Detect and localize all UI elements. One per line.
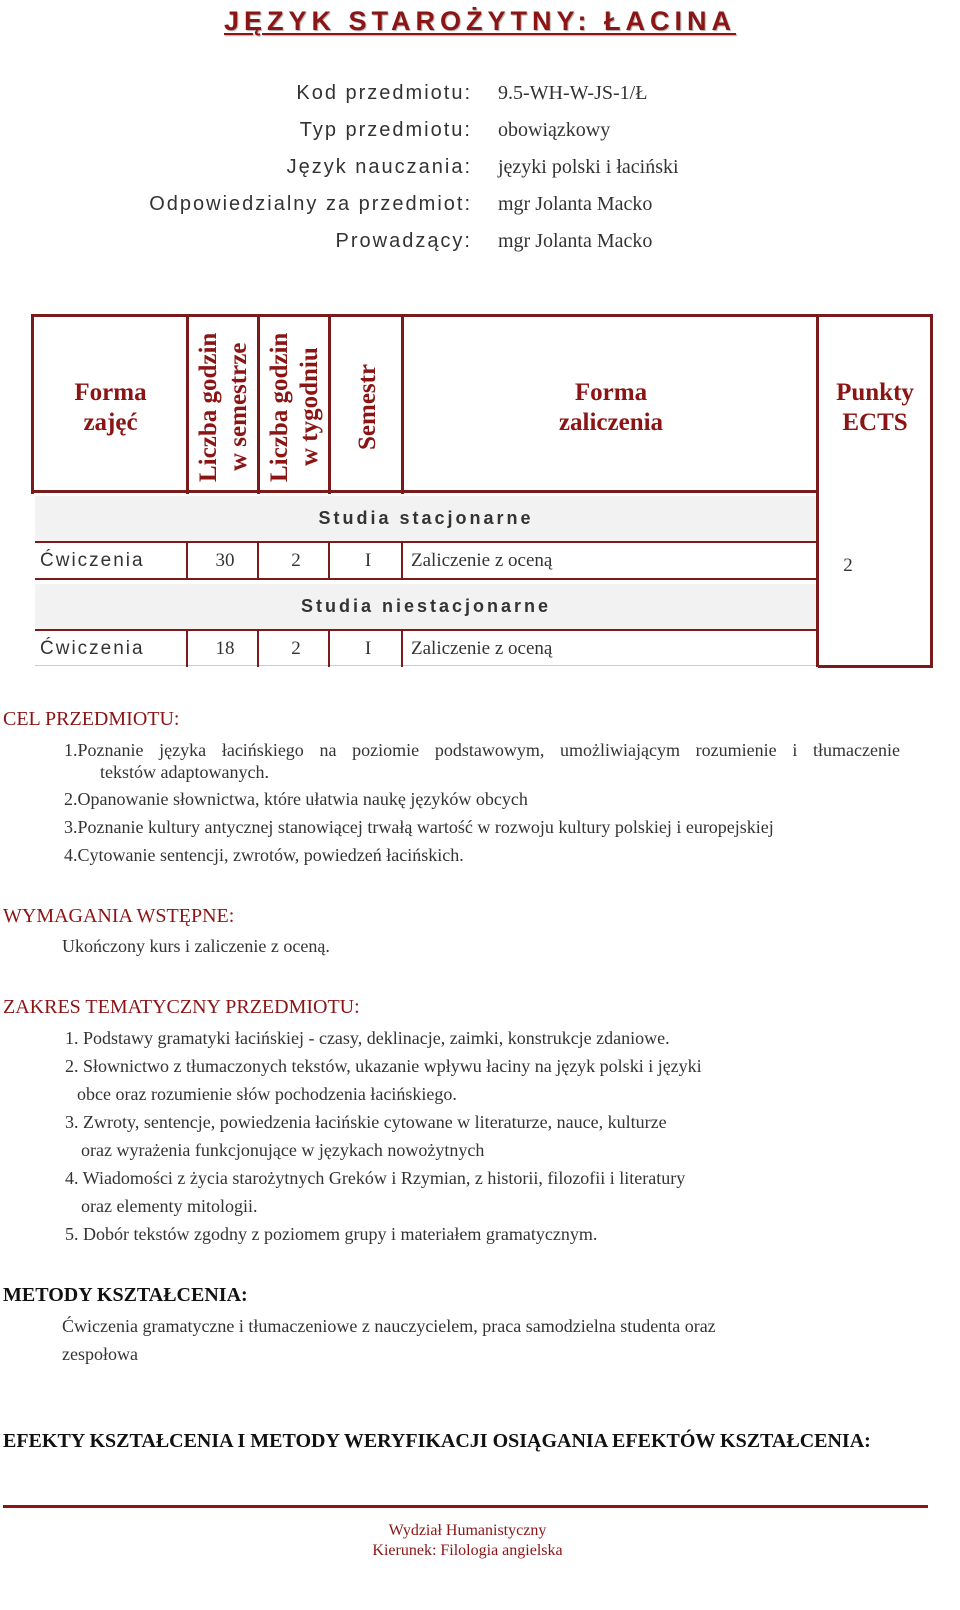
info-label: Język nauczania: bbox=[286, 156, 472, 178]
zakres-line: 1. Podstawy gramatyki łacińskiej - czasy, deklinacje, zaimki, konstrukcje zdaniowe. bbox=[65, 1028, 670, 1048]
header-liczba-tyg: Liczba godzin w tygodniu bbox=[266, 332, 323, 482]
row2-sem: 18 bbox=[215, 638, 235, 659]
header-semestr: Semestr bbox=[354, 363, 381, 451]
table-col-line bbox=[186, 314, 189, 494]
row1-zal: Zaliczenie z oceną bbox=[411, 550, 553, 571]
page-title: JĘZYK STAROŻYTNY: ŁACINA bbox=[223, 6, 736, 36]
table-col-line bbox=[186, 541, 188, 580]
cel-heading: CEL PRZEDMIOTU: bbox=[3, 708, 180, 730]
zakres-line: 4. Wiadomości z życia starożytnych Greków i Rzymian, z historii, filozofii i literatury bbox=[65, 1168, 686, 1188]
table-col-line bbox=[401, 541, 403, 580]
table-border-bottom bbox=[818, 665, 933, 668]
table-col-line bbox=[401, 629, 403, 667]
zakres-line: 5. Dobór tekstów zgodny z poziomem grupy i materiałem gramatycznym. bbox=[65, 1224, 598, 1244]
table-col-line bbox=[328, 541, 330, 580]
zakres-line: 3. Zwroty, sentencje, powiedzenia łacińskie cytowane w literaturze, nauce, kulturze bbox=[65, 1112, 667, 1132]
efekty-heading: EFEKTY KSZTAŁCENIA I METODY WERYFIKACJI OSIĄGANIA EFEKTÓW KSZTAŁCENIA: bbox=[3, 1430, 871, 1452]
cel-item: 4.Cytowanie sentencji, zwrotów, powiedzeń łacińskich. bbox=[64, 845, 464, 865]
row2-semestr: I bbox=[364, 638, 372, 659]
zakres-line: oraz elementy mitologii. bbox=[81, 1196, 258, 1216]
info-value: mgr Jolanta Macko bbox=[498, 193, 653, 215]
table-divider bbox=[35, 629, 818, 631]
info-value: obowiązkowy bbox=[498, 119, 611, 141]
row2-zal: Zaliczenie z oceną bbox=[411, 638, 553, 659]
table-col-line bbox=[257, 629, 259, 667]
row1-sem: 30 bbox=[215, 550, 235, 571]
row2-tyg: 2 bbox=[291, 638, 301, 659]
table-col-line bbox=[257, 541, 259, 580]
table-col-line bbox=[328, 314, 331, 494]
header-liczba-sem: Liczba godzin w semestrze bbox=[195, 332, 252, 482]
info-value: języki polski i łaciński bbox=[498, 156, 679, 178]
header-forma-zaliczenia bbox=[404, 320, 818, 495]
header-forma-zajec bbox=[33, 320, 188, 495]
info-label: Prowadzący: bbox=[335, 230, 472, 252]
header-ects bbox=[818, 320, 932, 495]
cel-item: 2.Opanowanie słownictwa, które ułatwia naukę języków obcych bbox=[64, 789, 528, 809]
row2-forma: Ćwiczenia bbox=[40, 638, 145, 659]
info-label: Kod przedmiotu: bbox=[296, 82, 472, 104]
table-col-line bbox=[328, 629, 330, 667]
table-border-top bbox=[33, 314, 933, 317]
band-stacjonarne: Studia stacjonarne bbox=[35, 496, 817, 541]
info-value: 9.5-WH-W-JS-1/Ł bbox=[498, 82, 648, 104]
header-forma-zajec-text: Forma zajęć bbox=[74, 378, 147, 436]
info-value: mgr Jolanta Macko bbox=[498, 230, 653, 252]
table-divider bbox=[33, 490, 818, 493]
footer-divider bbox=[3, 1505, 928, 1508]
cel-item: tekstów adaptowanych. bbox=[100, 762, 269, 782]
zakres-line: oraz wyrażenia funkcjonujące w językach nowożytnych bbox=[81, 1140, 485, 1160]
table-col-line bbox=[816, 314, 819, 667]
course-table bbox=[0, 0, 960, 700]
row1-semestr: I bbox=[364, 550, 372, 571]
footer-faculty: Wydział Humanistyczny bbox=[388, 1522, 547, 1539]
footer-programme: Kierunek: Filologia angielska bbox=[372, 1542, 563, 1559]
table-border-right bbox=[930, 314, 933, 667]
ects-value: 2 bbox=[843, 555, 853, 576]
cel-item: 1.Poznanie języka łacińskiego na poziomie podstawowym, umożliwiającym rozumienie i tłumaczenie bbox=[64, 740, 900, 760]
table-border-left bbox=[31, 314, 34, 494]
band-niestacjonarne: Studia niestacjonarne bbox=[35, 584, 817, 629]
row1-tyg: 2 bbox=[291, 550, 301, 571]
table-col-line bbox=[257, 314, 260, 494]
header-ects-text: Punkty ECTS bbox=[836, 378, 914, 436]
wymagania-text: Ukończony kurs i zaliczenie z oceną. bbox=[62, 936, 330, 956]
info-label: Typ przedmiotu: bbox=[299, 119, 472, 141]
zakres-heading: ZAKRES TEMATYCZNY PRZEDMIOTU: bbox=[3, 996, 360, 1018]
header-forma-zaliczenia-text: Forma zaliczenia bbox=[558, 378, 664, 436]
metody-line: zespołowa bbox=[62, 1344, 138, 1364]
zakres-line: obce oraz rozumienie słów pochodzenia łacińskiego. bbox=[77, 1084, 457, 1104]
table-col-line bbox=[401, 314, 404, 494]
metody-heading: METODY KSZTAŁCENIA: bbox=[3, 1284, 248, 1306]
metody-line: Ćwiczenia gramatyczne i tłumaczeniowe z nauczycielem, praca samodzielna studenta oraz bbox=[62, 1316, 716, 1336]
info-label: Odpowiedzialny za przedmiot: bbox=[149, 193, 472, 215]
cel-item: 3.Poznanie kultury antycznej stanowiącej trwałą wartość w rozwoju kultury polskiej i europejskiej bbox=[64, 817, 774, 837]
table-divider bbox=[35, 541, 818, 543]
zakres-line: 2. Słownictwo z tłumaczonych tekstów, ukazanie wpływu łaciny na język polski i języki bbox=[65, 1056, 702, 1076]
row1-forma: Ćwiczenia bbox=[40, 550, 145, 571]
table-divider bbox=[35, 578, 818, 580]
table-col-line bbox=[186, 629, 188, 667]
table-divider bbox=[35, 665, 818, 666]
wymagania-heading: WYMAGANIA WSTĘPNE: bbox=[3, 905, 235, 927]
